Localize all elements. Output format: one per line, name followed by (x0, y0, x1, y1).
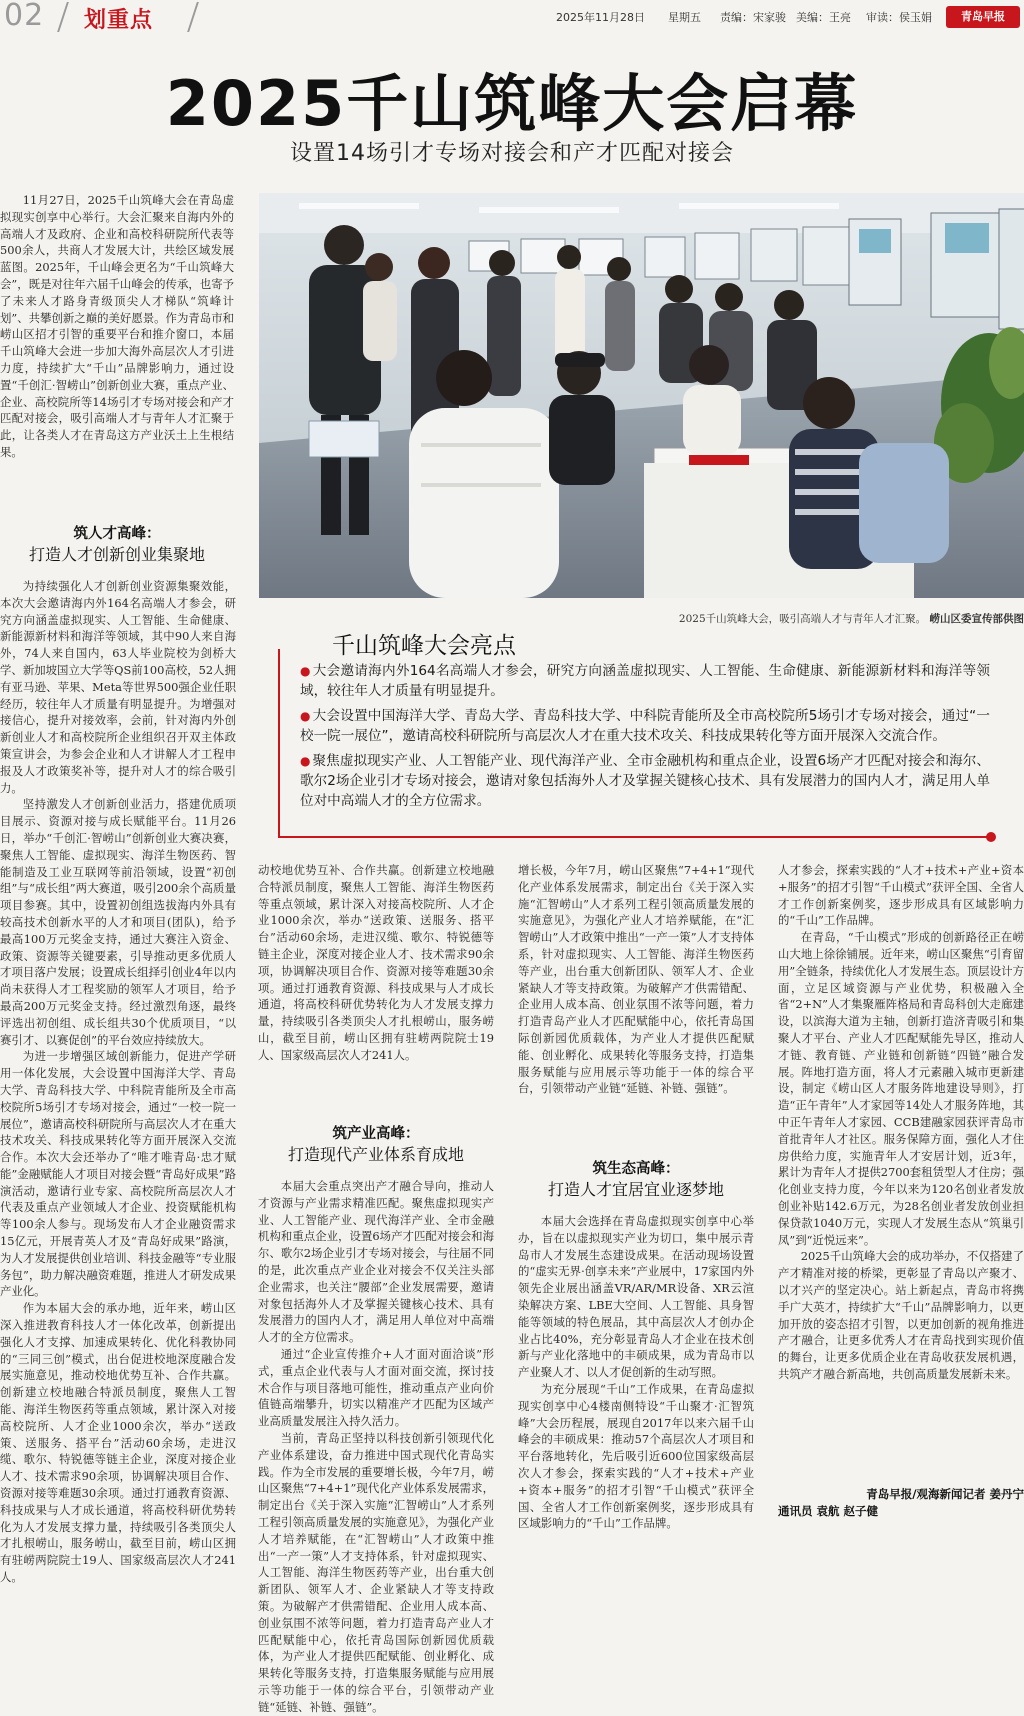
sub-headline: 设置14场引才专场对接会和产才匹配对接会 (0, 136, 1024, 167)
lead-text: 11月27日，2025千山筑峰大会在青岛虚拟现实创享中心举行。大会汇聚来自海内外的高端人才及政府、企业和高校科研院所代表等500余人，共商人才发展大计，共绘区域发展蓝图。2025年，千山峰会更名为“千山筑峰大会”，既是对往年六届千山峰会的传承，也寄予了未来人才路身青级顶尖人才梯队“筑峰计划”、共攀创新之巅的美好愿景。作为青岛市和崂山区招才引智的重要平台和推介窗口，本届千山筑峰大会进一步加大海外高层次人才引进力度，持续扩大“千山”品牌影响力，通过设置“千创汇·智崂山”创新创业大赛，重点产业、企业、高校院所等14场引才专场对接会和产才匹配对接会，吸引高端人才与青年人才汇聚于此，让各类人才在青岛这方产业沃土上生根结果。 (0, 192, 234, 461)
section3-paragraph: 本届大会选择在青岛虚拟现实创享中心举办，旨在以虚拟现实产业为切口，集中展示青岛市人才发展生态建设成果。在活动现场设置的“虚实无界·创享未来”产业展中，17家国内外领先企业展出涵盖VR/AR/MR设备、XR云渲染解决方案、LBE大空间、人工智能、具身智能等领域的特色展品，其中高层次人才创办企业占比40%，充分彰显青岛人才企业在技术创新与产业化落地中的丰硕成果，成为青岛市以产业聚人才、以人才促创新的生动写照。 (518, 1213, 754, 1381)
event-photo-illustration (259, 193, 1024, 598)
highlight-item (300, 706, 990, 747)
section1-heading (0, 524, 234, 566)
editor-credit: 责编：宋家骏 (720, 9, 786, 25)
column2-continuation (258, 862, 494, 1102)
highlights-list (300, 661, 990, 816)
section2-paragraph: 本届大会重点突出产才融合导向，推动人才资源与产业需求精准匹配。聚焦虚拟现实产业、人工智能产业、现代海洋产业、全市金融机构和重点企业，设置6场产才匹配对接会和海尔、歌尔2场企业引才专场对接会，与往届不同的是，此次重点产业企业对接会不仅关注头部企业需求，也关注“腰部”企业发展需要，邀请对象包括海外人才及掌握关键核心技术、具有发展潜力的国内人才，满足用人单位对中高端人才的全方位需求。 (258, 1178, 494, 1346)
proofreader-credit: 审读：侯玉娟 (866, 9, 932, 25)
section2-paragraph: 通过“企业宣传推介+人才面对面洽谈”形式，重点企业代表与人才面对面交流，探讨技术合作与项目落地可能性，推动重点产业向价值链高端攀升，切实以精准产才匹配为区域产业高质量发展注入持久活力。 (258, 1346, 494, 1430)
section3-body (518, 1213, 754, 1531)
page-header (0, 0, 1024, 36)
section3-title: 筑生态高峰： (518, 1159, 754, 1179)
section3-paragraph: 2025千山筑峰大会的成功举办，不仅搭建了产才精准对接的桥梁，更彰显了青岛以产聚才、以才兴产的坚定决心。站上新起点，青岛市将携手广大英才，持续扩大“千山”品牌影响力，以更加开放的姿态招才引智，以更加创新的视角推进产才融合，让更多优秀人才在青岛找到实现价值的舞台，让更多优质企业在青岛收获发展机遇，共筑产才融合新高地，共创高质量发展新未来。 (778, 1248, 1024, 1382)
highlights-border-bottom (278, 836, 992, 838)
highlights-box (278, 643, 996, 843)
section3-paragraph: 在青岛，“千山模式”形成的创新路径正在崂山大地上徐徐铺展。近年来，崂山区聚焦“引育留用”全链条，持续优化人才发展生态。顶层设计方面，立足区域资源与产业优势，积极融入全省“2+N”人才集聚雁阵格局和青岛科创大走廊建设，以滨海大道为主轴，创新打造济青吸引和集聚人才平台、产业人才匹配赋能先导区，推动人才链、教育链、产业链和创新链“四链”融合发展。阵地打造方面，将人才元素融入城市更新建设，制定《崂山区人才服务阵地建设导则》，打造“正午青年”人才家园等14处人才服务阵地，其中正午青年人才家园、CCB建融家园获评青岛市首批青年人才社区。服务保障方面，强化人才住房供给力度，实施青年人才安居计划，近3年，累计为青年人才提供2700套租赁型人才住房；强化创业支持力度，今年以来为120名创业者发放创业补贴142.6万元，为28名创业者发放创业担保贷款1040万元，实现人才发展生态从“筑巢引凤”到“近悦远来”。 (778, 929, 1024, 1248)
continuation-paragraph: 人才参会，探索实践的“人才+技术+产业+资本+服务”的招才引智“千山模式”获评全国、全省人才工作创新案例奖，逐步形成具有区域影响力的“千山”工作品牌。 (778, 862, 1024, 929)
page-number: 02 (4, 0, 44, 33)
section1-paragraph: 坚持激发人才创新创业活力，搭建优质项目展示、资源对接与成长赋能平台。11月26日，举办“千创汇·智崂山”创新创业大赛决赛，聚焦人工智能、虚拟现实、海洋生物医药、智能制造及工业互联网等前沿领域，设置“初创组”与“成长组”两大赛道，吸引200余个高质量项目参赛。其中，设置初创组选拔海内外具有较高技术创新水平的人才和项目(团队)，给予最高100万元奖金支持，通过大赛注入资金、政策、资源等关键要素，引导推动更多优质人才项目落户发展；设置成长组择引创业4年以内尚未获得人才工程奖励的领军人才项目，给予最高200万元奖金支持。经过激烈角逐，最终评选出初创组、成长组共30个优质项目，“以赛引才、以赛促创”的平台效应持续放大。 (0, 796, 236, 1048)
issue-date: 2025年11月28日 (556, 9, 645, 25)
correspondent-line: 通讯员 袁航 赵子健 (778, 1503, 1024, 1520)
highlight-text: 大会设置中国海洋大学、青岛大学、青岛科技大学、中科院青能所及全市高校院所5场引才专场对接会，通过“一校一院一展位”，邀请高校科研院所与高层次人才在重大技术攻关、科技成果转化等方面开展深入交流合作。 (300, 708, 990, 744)
bullet-icon: ● (300, 754, 311, 768)
section1-body (0, 578, 236, 1531)
photo-caption (590, 611, 1024, 626)
section2-subtitle: 打造现代产业体系育成地 (258, 1144, 494, 1166)
bullet-icon: ● (300, 709, 311, 723)
section1-paragraph: 作为本届大会的承办地，近年来，崂山区深入推进教育科技人才一体化改革，创新提出强化人才支撑、加速成果转化、优化科教协同的“三同三创”模式，出台促进校地深度融合发展实施意见，推动校地优势互补、合作共赢。创新建立校地融合特派员制度，聚焦人工智能、海洋生物医药等重点领域，累计深入对接高校院所、人才企业1000余次，举办“送政策、送服务、搭平台”活动60余场，走进汉缆、歌尔、特锐德等链主企业，深度对接企业人才、技术需求90余项，协调解决项目合作、资源对接等难题30余项。通过打通教育资源、科技成果与人才成长通道，将高校科研优势转化为人才发展支撑力量，持续吸引各类顶尖人才扎根崂山，服务崂山，截至目前，崂山区拥有驻崂两院院士19人、国家级高层次人才241人。 (0, 1300, 236, 1586)
issue-weekday: 星期五 (668, 9, 701, 25)
section2-body (258, 1178, 494, 1531)
art-editor-credit: 美编：王亮 (796, 9, 851, 25)
section1-paragraph: 为进一步增强区域创新能力，促进产学研用一体化发展，大会设置中国海洋大学、青岛大学、青岛科技大学、中科院青能所及全市高校院所5场引才专场对接会，通过“一校一院一展位”，邀请高校科研院所与高层次人才在重大技术攻关、科技成果转化等方面开展深入交流合作。本次大会还举办了“唯才唯青岛·忠才赋能”金融赋能人才项目对接会暨“青岛好成果”路演活动，邀请行业专家、高校院所高层次人才代表及重点产业领域人才企业、投资赋能机构等100余人参与。现场发布人才企业融资需求15亿元，开展青英人才及“青岛好成果”路演，为人才发展提供创业培训、科技金融等“专业服务包”，助力解决融资难题，推进人才研发成果产业化。 (0, 1048, 236, 1300)
header-divider (57, 2, 69, 32)
column4-body (778, 862, 1024, 1534)
highlights-border-left (278, 649, 280, 837)
highlights-title: 千山筑峰大会亮点 (332, 627, 516, 660)
highlight-text: 聚焦虚拟现实产业、人工智能产业、现代海洋产业、全市金融机构和重点企业，设置6场产才匹配对接会和海尔、歌尔2场企业引才专场对接会，邀请对象包括海外人才及掌握关键核心技术、具有发展潜力的国内人才，满足用人单位对中高端人才的全方位需求。 (300, 753, 990, 810)
section2-paragraph: 当前，青岛正坚持以科技创新引领现代化产业体系建设，奋力推进中国式现代化青岛实践。作为全市发展的重要增长极，今年7月，崂山区聚焦“7+4+1”现代化产业体系发展需求，制定出台《关于深入实施“汇智崂山”人才系列工程引领高质量发展的实施意见》，为强化产业人才培养赋能，在“汇智崂山”人才政策中推出“一产一策”人才支持体系，针对虚拟现实、人工智能、海洋生物医药等产业，出台重大创新团队、领军人才、企业紧缺人才等支持政策。为破解产才供需错配、企业用人成本高、创业氛围不浓等问题，着力打造青岛产业人才匹配赋能中心，依托青岛国际创新园优质载体，为产业人才提供匹配赋能、创业孵化、成果转化等服务支持，打造集服务赋能与应用展示等功能于一体的综合平台，引领带动产业链“延链、补链、强链”。 (258, 1430, 494, 1716)
highlight-text: 大会邀请海内外164名高端人才参会，研究方向涵盖虚拟现实、人工智能、生命健康、新能源新材料和海洋等领域，较往年人才质量有明显提升。 (300, 663, 990, 699)
highlight-item (300, 751, 990, 812)
event-photo (259, 193, 1024, 598)
highlight-item (300, 661, 990, 702)
header-divider (187, 2, 199, 32)
continuation-paragraph: 增长极，今年7月，崂山区聚焦“7+4+1”现代化产业体系发展需求，制定出台《关于深入实施“汇智崂山”人才系列工程引领高质量发展的实施意见》，为强化产业人才培养赋能，在“汇智崂山”人才政策中推出“一产一策”人才支持体系，针对虚拟现实、人工智能、海洋生物医药等产业，出台重大创新团队、领军人才、企业紧缺人才等支持政策。为破解产才供需错配、企业用人成本高、创业氛围不浓等问题，着力打造青岛产业人才匹配赋能中心，依托青岛国际创新园优质载体，为产业人才提供匹配赋能、创业孵化、成果转化等服务支持，打造集服务赋能与应用展示等功能于一体的综合平台，引领带动产业链“延链、补链、强链”。 (518, 862, 754, 1097)
reporter-line: 青岛早报/观海新闻记者 姜丹宁 (778, 1486, 1024, 1503)
column3-continuation (518, 862, 754, 1142)
bullet-icon: ● (300, 664, 311, 678)
highlights-end-dot (986, 832, 996, 842)
section1-paragraph: 为持续强化人才创新创业资源集聚效能，本次大会邀请海内外164名高端人才参会，研究方向涵盖虚拟现实、人工智能、生命健康、新能源新材料和海洋等领域，其中90人来自海外，74人来自国内，63人毕业院校为剑桥大学、新加坡国立大学等QS前100高校，52人拥有亚马逊、苹果、Meta等世界500强企业任职经历，较往年人才质量有明显提升。为增强对接信心，提升对接效率，会前，针对海内外创新创业人才和高校院所企业组织召开双主体政策宣讲会，为参会企业和人才讲解人才工程申报及人才政策奖补等，提升对人才的综合吸引力。 (0, 578, 236, 796)
section-label: 划重点 (84, 3, 153, 34)
section3-heading (518, 1159, 754, 1201)
caption-text: 2025千山筑峰大会，吸引高端人才与青年人才汇聚。 (679, 613, 926, 625)
section2-heading (258, 1124, 494, 1166)
section3-paragraph: 为充分展现“千山”工作成果，在青岛虚拟现实创享中心4楼南侧特设“千山聚才·汇智筑峰”大会历程展，展现自2017年以来六届千山峰会的丰硕成果：推动57个高层次人才项目和平台落地转化，先后吸引近600位国家级高层次人才参会，探索实践的“人才+技术+产业+资本+服务”的招才引智“千山模式”获评全国、全省人才工作创新案例奖，逐步形成具有区域影响力的“千山”工作品牌。 (518, 1381, 754, 1532)
section2-title: 筑产业高峰： (258, 1124, 494, 1144)
section3-subtitle: 打造人才宜居宜业逐梦地 (518, 1179, 754, 1201)
continuation-paragraph: 动校地优势互补、合作共赢。创新建立校地融合特派员制度，聚焦人工智能、海洋生物医药等重点领域，累计深入对接高校院所、人才企业1000余次，举办“送政策、送服务、搭平台”活动60余场，走进汉缆、歌尔、特锐德等链主企业，深度对接企业人才、技术需求90余项，协调解决项目合作、资源对接等难题30余项。通过打通教育资源、科技成果与人才成长通道，将高校科研优势转化为人才发展支撑力量，持续吸引各类顶尖人才扎根崂山，服务崂山，截至目前，崂山区拥有驻崂两院院士19人、国家级高层次人才241人。 (258, 862, 494, 1064)
photo-credit: 崂山区委宣传部供图 (930, 613, 1024, 625)
newspaper-logo (946, 6, 1020, 28)
byline (778, 1486, 1024, 1520)
lead-paragraph (0, 192, 234, 512)
section1-title: 筑人才高峰： (0, 524, 234, 544)
newspaper-logo-text: 青岛早报 (961, 10, 1005, 23)
section1-subtitle: 打造人才创新创业集聚地 (0, 544, 234, 566)
main-headline: 2025千山筑峰大会启幕 (0, 54, 1024, 143)
